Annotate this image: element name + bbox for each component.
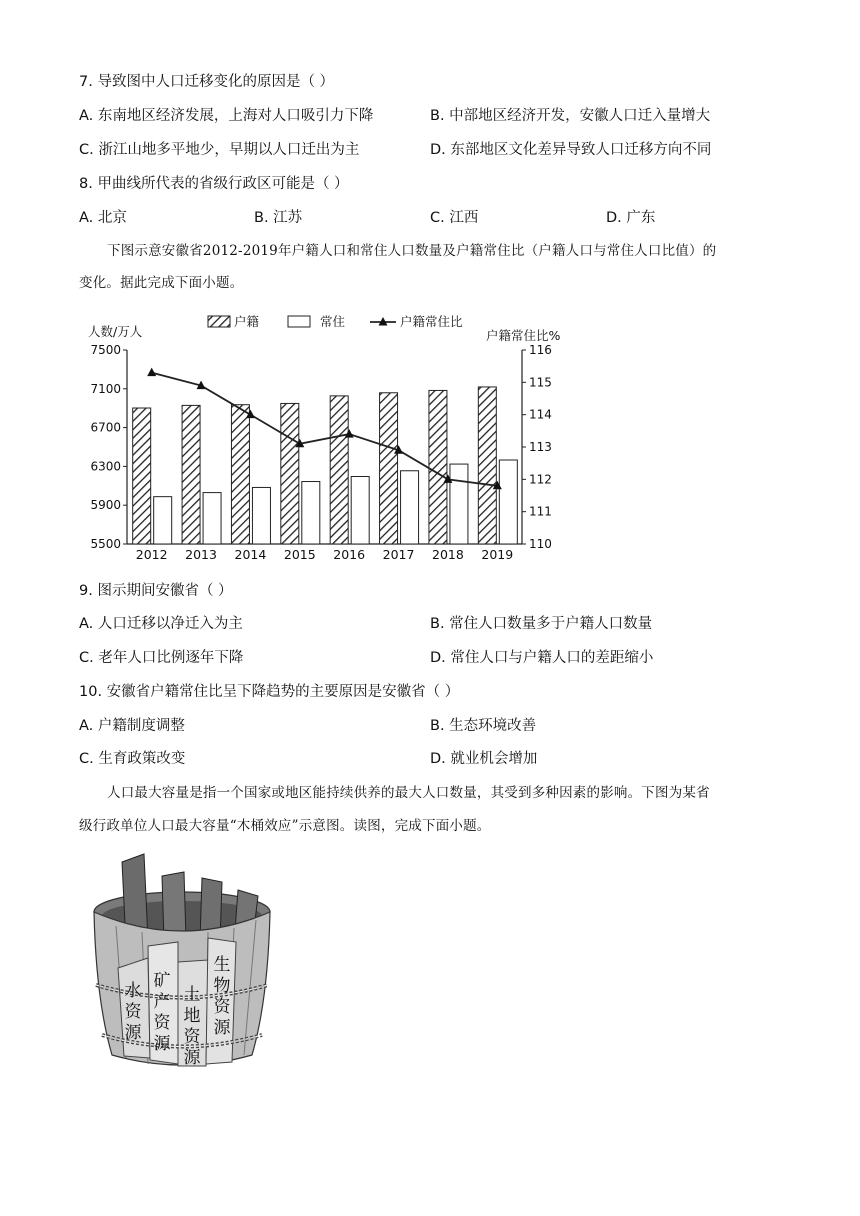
q10-option-a: A. 户籍制度调整 <box>79 718 185 734</box>
q9-option-b: B. 常住人口数量多于户籍人口数量 <box>430 616 653 632</box>
x-tick-label: 2013 <box>185 547 217 562</box>
q7-option-a: A. 东南地区经济发展，上海对人口吸引力下降 <box>79 108 374 124</box>
bucket-label-bio: 生物资源 <box>213 955 231 1038</box>
y-tick-label-right: 110 <box>529 537 552 551</box>
bucket-label-mineral: 矿产资源 <box>153 971 171 1054</box>
x-tick-label: 2016 <box>333 547 366 562</box>
y-tick-label-left: 7500 <box>90 343 121 357</box>
x-tick-label: 2019 <box>481 547 514 562</box>
q8-option-c: C. 江西 <box>430 210 479 226</box>
legend-label-huji: 户籍 <box>234 314 260 329</box>
bar-changzhu-2019 <box>499 460 517 544</box>
bar-huji-2019 <box>478 387 496 544</box>
y-tick-label-right: 113 <box>529 440 552 454</box>
intro2-line1: 人口最大容量是指一个国家或地区能持续供养的最大人口数量，其受到多种因素的影响。下图为某省 <box>107 785 710 801</box>
legend-swatch-changzhu <box>288 316 310 327</box>
bar-huji-2014 <box>231 405 249 544</box>
y-tick-label-left: 6300 <box>90 459 121 474</box>
q9-option-a: A. 人口迁移以净迁入为主 <box>79 616 243 632</box>
wooden-bucket-illustration <box>84 850 284 1070</box>
y-tick-label-right: 115 <box>529 375 552 390</box>
population-chart <box>82 310 582 570</box>
x-tick-label: 2014 <box>234 547 267 562</box>
y-tick-label-left: 7100 <box>90 381 121 396</box>
bar-changzhu-2013 <box>203 493 221 544</box>
legend-swatch-huji <box>208 316 230 327</box>
bar-changzhu-2012 <box>154 497 172 544</box>
legend-label-ratio: 户籍常住比 <box>400 314 463 329</box>
legend-label-changzhu: 常住 <box>320 314 346 329</box>
q9-stem: 9. 图示期间安徽省（ ） <box>79 583 233 599</box>
bucket-label-water: 水资源 <box>124 981 142 1043</box>
bar-huji-2017 <box>380 393 398 544</box>
y-axis-title-right: 户籍常住比% <box>486 328 561 343</box>
q10-option-b: B. 生态环境改善 <box>430 718 537 734</box>
y-tick-label-right: 112 <box>529 472 552 487</box>
bucket-label-land: 土地资源 <box>183 985 201 1068</box>
bar-changzhu-2015 <box>302 482 320 544</box>
q9-option-c: C. 老年人口比例逐年下降 <box>79 650 244 666</box>
y-tick-label-right: 116 <box>529 343 552 357</box>
intro1-line2: 变化。据此完成下面小题。 <box>79 275 244 291</box>
ratio-marker-2012 <box>147 368 156 377</box>
q10-option-d: D. 就业机会增加 <box>430 751 538 767</box>
q10-stem: 10. 安徽省户籍常住比呈下降趋势的主要原因是安徽省（ ） <box>79 684 460 700</box>
intro2-line2: 级行政单位人口最大容量“木桶效应”示意图。读图，完成下面小题。 <box>79 818 491 834</box>
x-tick-label: 2015 <box>283 547 316 562</box>
q7-option-c: C. 浙江山地多平地少，早期以人口迁出为主 <box>79 142 360 158</box>
q8-option-b: B. 江苏 <box>254 210 303 226</box>
bar-changzhu-2017 <box>401 471 419 544</box>
y-tick-label-right: 111 <box>529 504 552 519</box>
x-tick-label: 2018 <box>432 547 464 562</box>
x-tick-label: 2017 <box>382 547 415 562</box>
q7-option-b: B. 中部地区经济开发，安徽人口迁入量增大 <box>430 108 711 124</box>
x-tick-label: 2012 <box>135 547 168 562</box>
q7-stem: 7. 导致图中人口迁移变化的原因是（ ） <box>79 74 335 90</box>
y-tick-label-left: 6700 <box>90 420 121 435</box>
bar-huji-2018 <box>429 390 447 544</box>
bar-huji-2012 <box>133 408 151 544</box>
q8-stem: 8. 甲曲线所代表的省级行政区可能是（ ） <box>79 176 349 192</box>
bar-changzhu-2016 <box>351 476 369 544</box>
y-tick-label-left: 5900 <box>90 498 121 513</box>
bar-huji-2013 <box>182 405 200 544</box>
y-axis-title-left: 人数/万人 <box>88 324 143 339</box>
q8-option-d: D. 广东 <box>606 210 656 226</box>
bar-huji-2016 <box>330 396 348 544</box>
y-tick-label-right: 114 <box>529 407 552 422</box>
q10-option-c: C. 生育政策改变 <box>79 751 186 767</box>
bar-changzhu-2018 <box>450 464 468 544</box>
bar-changzhu-2014 <box>252 487 270 544</box>
q9-option-d: D. 常住人口与户籍人口的差距缩小 <box>430 650 654 666</box>
bar-huji-2015 <box>281 403 299 544</box>
intro1-line1: 下图示意安徽省2012-2019年户籍人口和常住人口数量及户籍常住比（户籍人口与常住人口比值）的 <box>107 243 717 259</box>
q7-option-d: D. 东部地区文化差异导致人口迁移方向不同 <box>430 142 712 158</box>
q8-option-a: A. 北京 <box>79 210 127 226</box>
y-tick-label-left: 5500 <box>90 537 121 551</box>
